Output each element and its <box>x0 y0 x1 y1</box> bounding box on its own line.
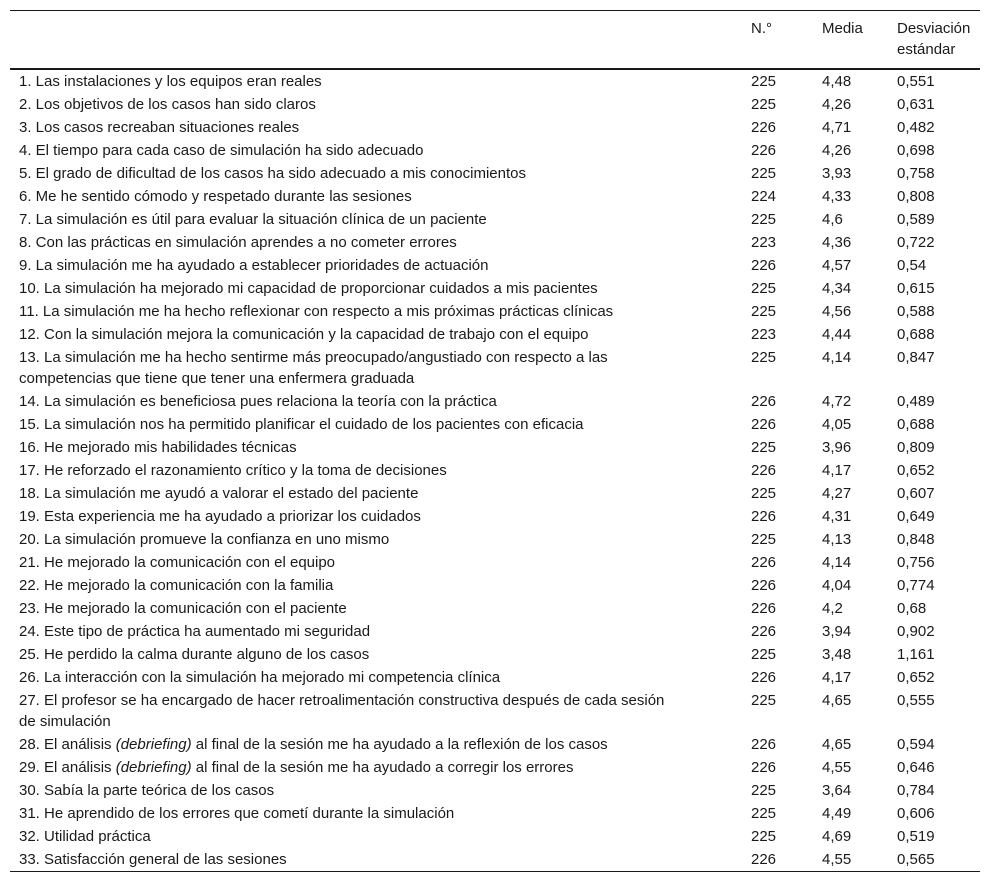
table-row <box>10 756 980 779</box>
n-cell: 226 <box>751 600 777 617</box>
item-text: 18. La simulación me ayudó a valorar el estado del paciente <box>19 485 419 502</box>
item-cell <box>10 116 742 139</box>
item-cell <box>10 597 742 620</box>
item-text: 23. He mejorado la comunicación con el paciente <box>19 600 347 617</box>
media-cell: 4,17 <box>822 669 852 686</box>
sd-cell: 0,649 <box>897 508 935 525</box>
n-cell: 223 <box>751 326 777 343</box>
item-text-part: al final de la sesión me ha ayudado a corregir los errores <box>191 759 574 776</box>
item-cell <box>10 300 742 323</box>
table-row <box>10 346 980 390</box>
table-row <box>10 482 980 505</box>
item-text: 19. Esta experiencia me ha ayudado a priorizar los cuidados <box>19 508 421 525</box>
item-text-italic: (debriefing) <box>115 759 192 776</box>
n-cell: 225 <box>751 96 777 113</box>
media-cell: 4,26 <box>822 96 852 113</box>
media-cell: 4,34 <box>822 280 852 297</box>
sd-cell: 0,698 <box>897 142 935 159</box>
item-text: 15. La simulación nos ha permitido planificar el cuidado de los pacientes con eficacia <box>19 416 584 433</box>
item-text: 27. El profesor se ha encargado de hacer retroalimentación constructiva después de cada sesión de simulación <box>19 692 665 730</box>
item-cell <box>10 528 742 551</box>
sd-cell: 0,565 <box>897 851 935 868</box>
media-cell: 4,65 <box>822 692 852 709</box>
n-cell: 225 <box>751 165 777 182</box>
item-cell <box>10 802 742 825</box>
item-text <box>19 757 738 778</box>
media-cell: 4,69 <box>822 828 852 845</box>
n-cell: 225 <box>751 782 777 799</box>
item-cell <box>10 779 742 802</box>
item-cell <box>10 756 742 779</box>
item-text <box>19 734 738 755</box>
n-cell: 226 <box>751 623 777 640</box>
table-row <box>10 597 980 620</box>
table-row <box>10 620 980 643</box>
n-cell: 226 <box>751 736 777 753</box>
table-row <box>10 323 980 346</box>
item-text: 2. Los objetivos de los casos han sido claros <box>19 96 316 113</box>
item-text: 33. Satisfacción general de las sesiones <box>19 851 287 868</box>
n-cell: 225 <box>751 805 777 822</box>
table-row <box>10 574 980 597</box>
n-cell: 226 <box>751 462 777 479</box>
table-row <box>10 300 980 323</box>
table-row <box>10 505 980 528</box>
n-cell: 225 <box>751 531 777 548</box>
sd-cell: 0,588 <box>897 303 935 320</box>
item-cell <box>10 551 742 574</box>
media-cell: 4,27 <box>822 485 852 502</box>
item-text: 1. Las instalaciones y los equipos eran reales <box>19 73 322 90</box>
item-cell <box>10 139 742 162</box>
n-cell: 226 <box>751 759 777 776</box>
item-cell <box>10 574 742 597</box>
item-text-italic: (debriefing) <box>115 736 192 753</box>
item-cell <box>10 436 742 459</box>
table-row <box>10 643 980 666</box>
item-text: 4. El tiempo para cada caso de simulación ha sido adecuado <box>19 142 424 159</box>
media-cell: 4,72 <box>822 393 852 410</box>
table-row <box>10 277 980 300</box>
item-cell <box>10 162 742 185</box>
table-row <box>10 116 980 139</box>
media-cell: 4,33 <box>822 188 852 205</box>
item-text: 20. La simulación promueve la confianza en uno mismo <box>19 531 390 548</box>
table-row <box>10 733 980 756</box>
sd-cell: 0,688 <box>897 326 935 343</box>
table-row <box>10 162 980 185</box>
media-cell: 4,56 <box>822 303 852 320</box>
sd-cell: 0,774 <box>897 577 935 594</box>
item-text: 13. La simulación me ha hecho sentirme más preocupado/angustiado con respecto a las competencias que tiene que tener una enfermera graduada <box>19 349 608 387</box>
item-text: 5. El grado de dificultad de los casos ha sido adecuado a mis conocimientos <box>19 165 526 182</box>
sd-cell: 0,848 <box>897 531 935 548</box>
n-cell: 225 <box>751 485 777 502</box>
item-text: 17. He reforzado el razonamiento crítico y la toma de decisiones <box>19 462 447 479</box>
n-cell: 226 <box>751 257 777 274</box>
item-cell <box>10 346 742 390</box>
media-cell: 4,44 <box>822 326 852 343</box>
media-cell: 4,65 <box>822 736 852 753</box>
item-cell <box>10 231 742 254</box>
n-cell: 225 <box>751 692 777 709</box>
item-text: 22. He mejorado la comunicación con la familia <box>19 577 334 594</box>
item-cell <box>10 825 742 848</box>
sd-cell: 0,489 <box>897 393 935 410</box>
sd-cell: 0,652 <box>897 462 935 479</box>
media-cell: 4,26 <box>822 142 852 159</box>
media-cell: 4,13 <box>822 531 852 548</box>
table-body <box>10 69 980 872</box>
sd-cell: 0,54 <box>897 257 927 274</box>
table-header <box>10 11 980 70</box>
item-cell <box>10 482 742 505</box>
sd-cell: 0,519 <box>897 828 935 845</box>
media-cell: 4,49 <box>822 805 852 822</box>
item-cell <box>10 254 742 277</box>
sd-cell: 0,809 <box>897 439 935 456</box>
item-text: 10. La simulación ha mejorado mi capacidad de proporcionar cuidados a mis pacientes <box>19 280 598 297</box>
n-cell: 226 <box>751 393 777 410</box>
sd-cell: 0,68 <box>897 600 927 617</box>
item-cell <box>10 93 742 116</box>
item-text: 8. Con las prácticas en simulación aprendes a no cometer errores <box>19 234 457 251</box>
media-cell: 4,17 <box>822 462 852 479</box>
item-text: 14. La simulación es beneficiosa pues relaciona la teoría con la práctica <box>19 393 497 410</box>
table-row <box>10 185 980 208</box>
item-text-part: al final de la sesión me ha ayudado a la reflexión de los casos <box>191 736 608 753</box>
sd-cell: 0,594 <box>897 736 935 753</box>
sd-cell: 0,589 <box>897 211 935 228</box>
item-text: 21. He mejorado la comunicación con el equipo <box>19 554 336 571</box>
media-cell: 4,6 <box>822 211 843 228</box>
media-cell: 4,05 <box>822 416 852 433</box>
media-cell: 4,14 <box>822 349 852 366</box>
media-cell: 4,57 <box>822 257 852 274</box>
item-cell <box>10 666 742 689</box>
table-row <box>10 528 980 551</box>
n-cell: 225 <box>751 646 777 663</box>
item-cell <box>10 323 742 346</box>
item-text: 30. Sabía la parte teórica de los casos <box>19 782 275 799</box>
media-cell: 4,04 <box>822 577 852 594</box>
item-text: 9. La simulación me ha ayudado a establecer prioridades de actuación <box>19 257 489 274</box>
sd-cell: 0,784 <box>897 782 935 799</box>
n-cell: 225 <box>751 303 777 320</box>
n-cell: 223 <box>751 234 777 251</box>
table-row <box>10 551 980 574</box>
media-cell: 3,48 <box>822 646 852 663</box>
table-row <box>10 69 980 93</box>
n-cell: 226 <box>751 577 777 594</box>
media-cell: 4,55 <box>822 759 852 776</box>
item-cell <box>10 277 742 300</box>
media-cell: 3,94 <box>822 623 852 640</box>
item-text: 7. La simulación es útil para evaluar la situación clínica de un paciente <box>19 211 487 228</box>
item-text: 26. La interacción con la simulación ha mejorado mi competencia clínica <box>19 669 501 686</box>
n-cell: 225 <box>751 828 777 845</box>
media-cell: 4,2 <box>822 600 843 617</box>
item-cell <box>10 620 742 643</box>
table-row <box>10 825 980 848</box>
sd-cell: 0,758 <box>897 165 935 182</box>
sd-cell: 0,902 <box>897 623 935 640</box>
table-row <box>10 459 980 482</box>
n-cell: 226 <box>751 508 777 525</box>
header-item <box>10 11 742 70</box>
table-row <box>10 93 980 116</box>
n-cell: 225 <box>751 280 777 297</box>
item-text: 12. Con la simulación mejora la comunicación y la capacidad de trabajo con el equipo <box>19 326 589 343</box>
results-table-container <box>10 10 980 872</box>
n-cell: 226 <box>751 416 777 433</box>
n-cell: 226 <box>751 142 777 159</box>
header-n: N.° <box>751 20 772 37</box>
item-text: 25. He perdido la calma durante alguno de los casos <box>19 646 370 663</box>
n-cell: 225 <box>751 349 777 366</box>
table-row <box>10 666 980 689</box>
header-media: Media <box>822 20 863 37</box>
item-cell <box>10 208 742 231</box>
item-text: 6. Me he sentido cómodo y respetado durante las sesiones <box>19 188 412 205</box>
item-cell <box>10 69 742 93</box>
media-cell: 4,71 <box>822 119 852 136</box>
table-row <box>10 436 980 459</box>
media-cell: 4,55 <box>822 851 852 868</box>
table-row <box>10 413 980 436</box>
item-text-part: 29. El análisis <box>19 759 116 776</box>
media-cell: 4,48 <box>822 73 852 90</box>
media-cell: 4,31 <box>822 508 852 525</box>
item-cell <box>10 689 742 733</box>
media-cell: 3,93 <box>822 165 852 182</box>
n-cell: 225 <box>751 211 777 228</box>
sd-cell: 0,688 <box>897 416 935 433</box>
item-cell <box>10 185 742 208</box>
sd-cell: 0,756 <box>897 554 935 571</box>
item-text: 16. He mejorado mis habilidades técnicas <box>19 439 297 456</box>
n-cell: 226 <box>751 554 777 571</box>
sd-cell: 0,722 <box>897 234 935 251</box>
sd-cell: 0,631 <box>897 96 935 113</box>
table-row <box>10 208 980 231</box>
sd-cell: 0,615 <box>897 280 935 297</box>
media-cell: 3,96 <box>822 439 852 456</box>
item-cell <box>10 848 742 872</box>
item-text: 3. Los casos recreaban situaciones reales <box>19 119 300 136</box>
table-row <box>10 254 980 277</box>
table-row <box>10 779 980 802</box>
item-text-part: 28. El análisis <box>19 736 116 753</box>
item-cell <box>10 505 742 528</box>
sd-cell: 0,652 <box>897 669 935 686</box>
item-cell <box>10 459 742 482</box>
sd-cell: 0,607 <box>897 485 935 502</box>
sd-cell: 0,482 <box>897 119 935 136</box>
n-cell: 226 <box>751 119 777 136</box>
sd-cell: 0,606 <box>897 805 935 822</box>
n-cell: 226 <box>751 669 777 686</box>
table-row <box>10 689 980 733</box>
sd-cell: 0,808 <box>897 188 935 205</box>
sd-cell: 0,555 <box>897 692 935 709</box>
n-cell: 225 <box>751 73 777 90</box>
item-cell <box>10 733 742 756</box>
table-row <box>10 390 980 413</box>
n-cell: 225 <box>751 439 777 456</box>
table-row <box>10 802 980 825</box>
item-cell <box>10 643 742 666</box>
sd-cell: 0,847 <box>897 349 935 366</box>
sd-cell: 1,161 <box>897 646 935 663</box>
results-table <box>10 10 980 872</box>
header-sd: Desviación estándar <box>897 20 971 58</box>
item-text: 32. Utilidad práctica <box>19 828 151 845</box>
media-cell: 4,36 <box>822 234 852 251</box>
table-row <box>10 848 980 872</box>
media-cell: 3,64 <box>822 782 852 799</box>
media-cell: 4,14 <box>822 554 852 571</box>
header-row <box>10 11 980 70</box>
item-text: 24. Este tipo de práctica ha aumentado mi seguridad <box>19 623 371 640</box>
item-cell <box>10 390 742 413</box>
item-cell <box>10 413 742 436</box>
n-cell: 224 <box>751 188 777 205</box>
item-text: 31. He aprendido de los errores que cometí durante la simulación <box>19 805 455 822</box>
table-row <box>10 139 980 162</box>
n-cell: 226 <box>751 851 777 868</box>
sd-cell: 0,646 <box>897 759 935 776</box>
sd-cell: 0,551 <box>897 73 935 90</box>
item-text: 11. La simulación me ha hecho reflexionar con respecto a mis próximas prácticas clínicas <box>19 303 614 320</box>
table-row <box>10 231 980 254</box>
